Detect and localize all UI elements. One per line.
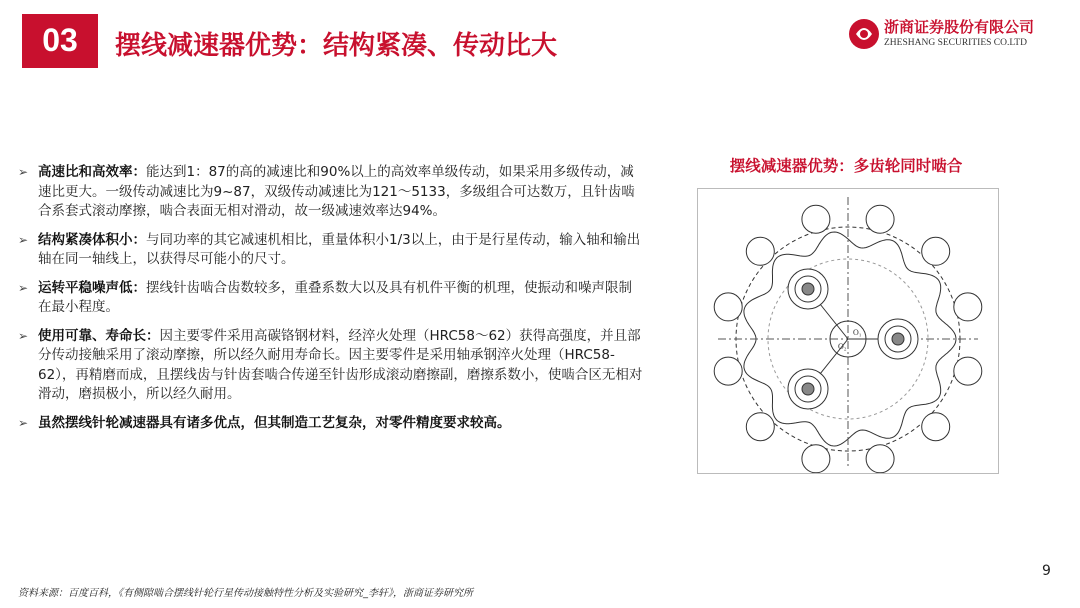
bullet-item [18,163,643,222]
bullet-list [18,163,643,442]
bullet-item [18,279,643,318]
company-logo [848,16,1058,54]
pin-roller [714,293,742,321]
source-note: 资料来源：百度百科，《有侧隙啮合摆线针轮行星传动接触特性分析及实验研究_李轩》，浙商证券研究所 [18,588,473,599]
arrow-bullet-icon: ➢ [18,165,29,179]
bullet-text: 与同功率的其它减速机相比，重量体积小1/3以上，由于是行星传动，输入轴和输出轴在同一轴线上，以获得尽可能小的尺寸。 [38,231,641,267]
arrow-bullet-icon: ➢ [18,328,29,343]
pin-roller [746,237,774,265]
arrow-bullet-icon: ➢ [18,232,29,247]
pin-roller [802,205,830,233]
section-number: 03 [42,22,78,58]
arrow-bullet-icon: ➢ [18,415,29,430]
bullet-heading: 结构紧凑体积小： [38,231,146,248]
pin-roller [954,293,982,321]
bullet-text: 能达到1：87的高的减速比和90%以上的高效率单级传动，如果采用多级传动，减速比更大。一级传动减速比为9~87，双级传动减速比为121～5133，多级组合可达数万，且针齿啮合系套式滚动摩擦，啮合表面无相对滑动，故一级减速效率达94%。 [38,164,635,219]
summary-item [18,414,643,434]
pin-roller [866,205,894,233]
page-number: 9 [1042,563,1051,579]
logo-en-name: ZHESHANG SECURITIES CO.LTD [884,38,1027,48]
bullet-heading: 使用可靠、寿命长： [38,327,160,344]
pin-roller [922,237,950,265]
bullet-item [18,327,643,405]
pin-roller [746,413,774,441]
arrow-bullet-icon: ➢ [18,280,29,295]
bullet-text: 摆线针齿啮合齿数较多，重叠系数大以及具有机件平衡的机理，使振动和噪声限制在最小程度。 [38,279,632,315]
logo-cn-name: 浙商证券股份有限公司 [884,18,1035,36]
bullet-heading: 高速比和高效率： [38,164,146,180]
pin-roller [954,357,982,385]
bullet-item [18,231,643,270]
cycloid-gear-drawing [698,189,998,473]
page-title: 摆线减速器优势：结构紧凑、传动比大 [115,31,558,61]
logo-emblem-icon [848,18,880,50]
figure-title: 摆线减速器优势：多齿轮同时啮合 [729,157,963,175]
cycloid-reducer-diagram [697,188,999,474]
pin-roller [866,445,894,473]
pin-roller [802,445,830,473]
label-o1: O₁ [853,328,862,337]
pin-roller [922,413,950,441]
section-number-badge [22,14,98,68]
bullet-heading: 运转平稳噪声低： [38,279,146,296]
pin-roller [714,357,742,385]
summary-text: 虽然摆线针轮减速器具有诸多优点，但其制造工艺复杂，对零件精度要求较高。 [38,414,511,431]
bullet-text: 因主要零件采用高碳铬钢材料，经淬火处理（HRC58～62）获得高强度，并且部分传动接触采用了滚动摩擦，所以经久耐用寿命长。因主要零件是采用轴承钢淬火处理（HRC58-62），再精磨而成，且摆线齿与针齿套啮合传递至针齿形成滚动磨擦副，磨擦系数小，使啮合区无相对滑动，磨损极小，所以经久耐用。 [38,327,643,402]
label-o2: O₂ [838,342,847,351]
